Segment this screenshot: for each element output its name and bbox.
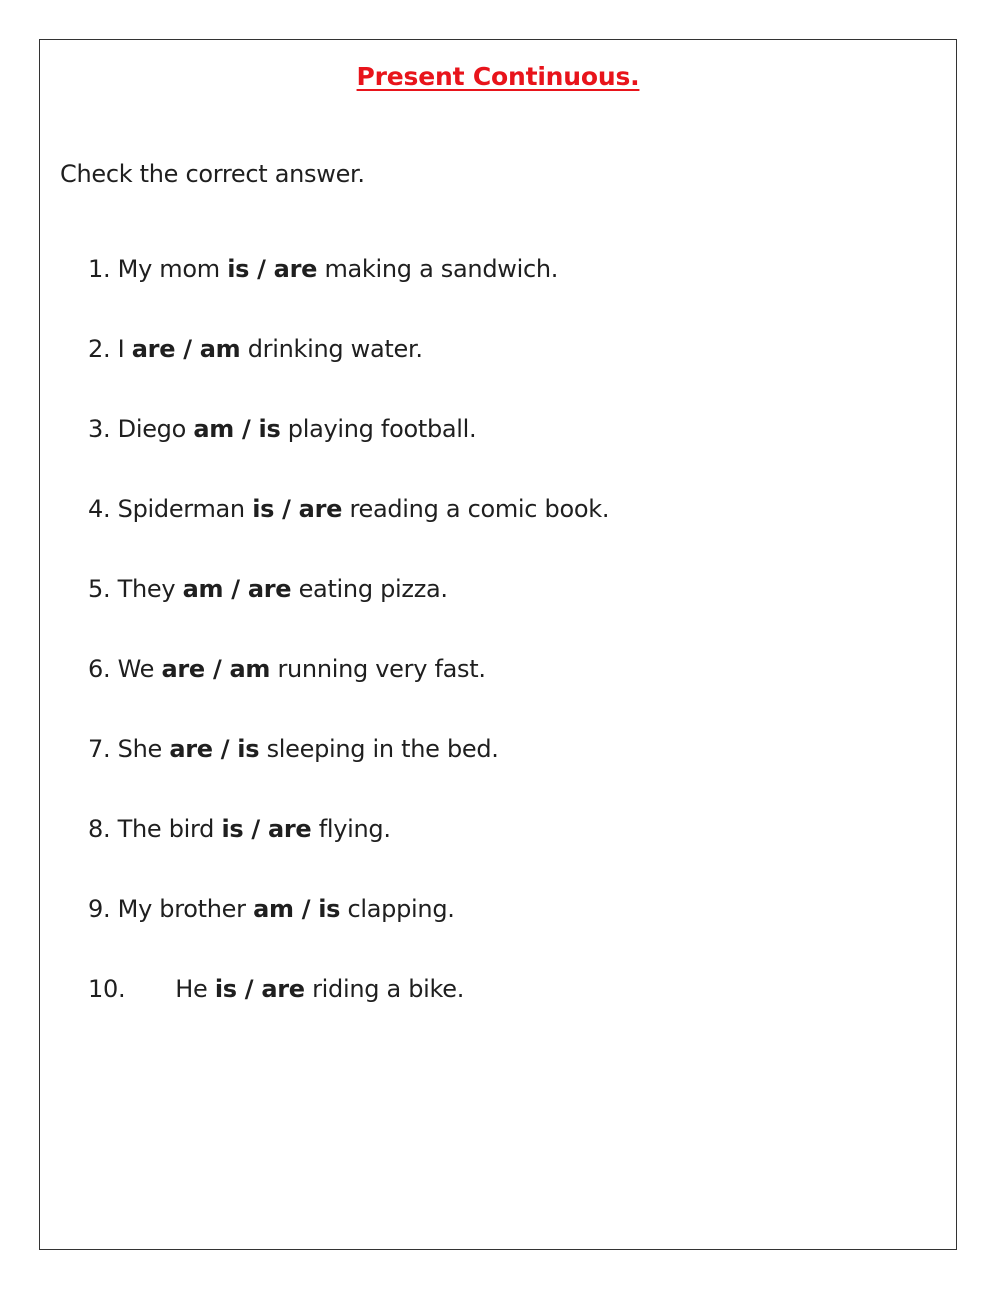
question-number: 2. xyxy=(88,335,111,363)
answer-options[interactable]: am / is xyxy=(253,895,341,923)
question-subject: My brother xyxy=(117,895,246,923)
question-item xyxy=(88,335,609,415)
question-subject: I xyxy=(117,335,125,363)
question-item xyxy=(88,575,609,655)
question-rest: sleeping in the bed. xyxy=(266,735,499,763)
question-item xyxy=(88,415,609,495)
question-item xyxy=(88,975,609,1055)
question-number: 8. xyxy=(88,815,111,843)
question-item xyxy=(88,255,609,335)
answer-options[interactable]: are / am xyxy=(131,335,241,363)
question-subject: We xyxy=(117,655,155,683)
question-subject: He xyxy=(175,975,208,1003)
question-number: 5. xyxy=(88,575,111,603)
question-list xyxy=(88,255,609,1055)
worksheet-page xyxy=(39,39,957,1250)
question-subject: The bird xyxy=(117,815,215,843)
question-item xyxy=(88,735,609,815)
question-subject: Spiderman xyxy=(117,495,245,523)
question-number: 1. xyxy=(88,255,111,283)
question-subject: They xyxy=(117,575,176,603)
question-rest: eating pizza. xyxy=(298,575,448,603)
question-subject: Diego xyxy=(117,415,186,443)
question-rest: riding a bike. xyxy=(312,975,465,1003)
worksheet-title: Present Continuous. xyxy=(356,62,640,91)
question-rest: clapping. xyxy=(347,895,455,923)
question-rest: drinking water. xyxy=(247,335,423,363)
question-rest: running very fast. xyxy=(277,655,486,683)
question-rest: reading a comic book. xyxy=(349,495,610,523)
question-subject: My mom xyxy=(117,255,220,283)
question-item xyxy=(88,495,609,575)
answer-options[interactable]: is / are xyxy=(214,975,305,1003)
question-rest: making a sandwich. xyxy=(324,255,559,283)
instruction-text: Check the correct answer. xyxy=(60,160,365,188)
question-subject: She xyxy=(117,735,162,763)
question-item xyxy=(88,655,609,735)
answer-options[interactable]: is / are xyxy=(221,815,312,843)
question-rest: playing football. xyxy=(287,415,477,443)
answer-options[interactable]: are / am xyxy=(161,655,271,683)
question-number: 9. xyxy=(88,895,111,923)
answer-options[interactable]: am / are xyxy=(182,575,292,603)
question-number: 3. xyxy=(88,415,111,443)
answer-options[interactable]: are / is xyxy=(169,735,260,763)
question-number: 6. xyxy=(88,655,111,683)
answer-options[interactable]: is / are xyxy=(227,255,318,283)
answer-options[interactable]: is / are xyxy=(252,495,343,523)
answer-options[interactable]: am / is xyxy=(193,415,281,443)
question-item xyxy=(88,815,609,895)
question-item xyxy=(88,895,609,975)
question-rest: flying. xyxy=(318,815,391,843)
question-number: 7. xyxy=(88,735,111,763)
question-number: 4. xyxy=(88,495,111,523)
question-number: 10. xyxy=(88,975,126,1003)
